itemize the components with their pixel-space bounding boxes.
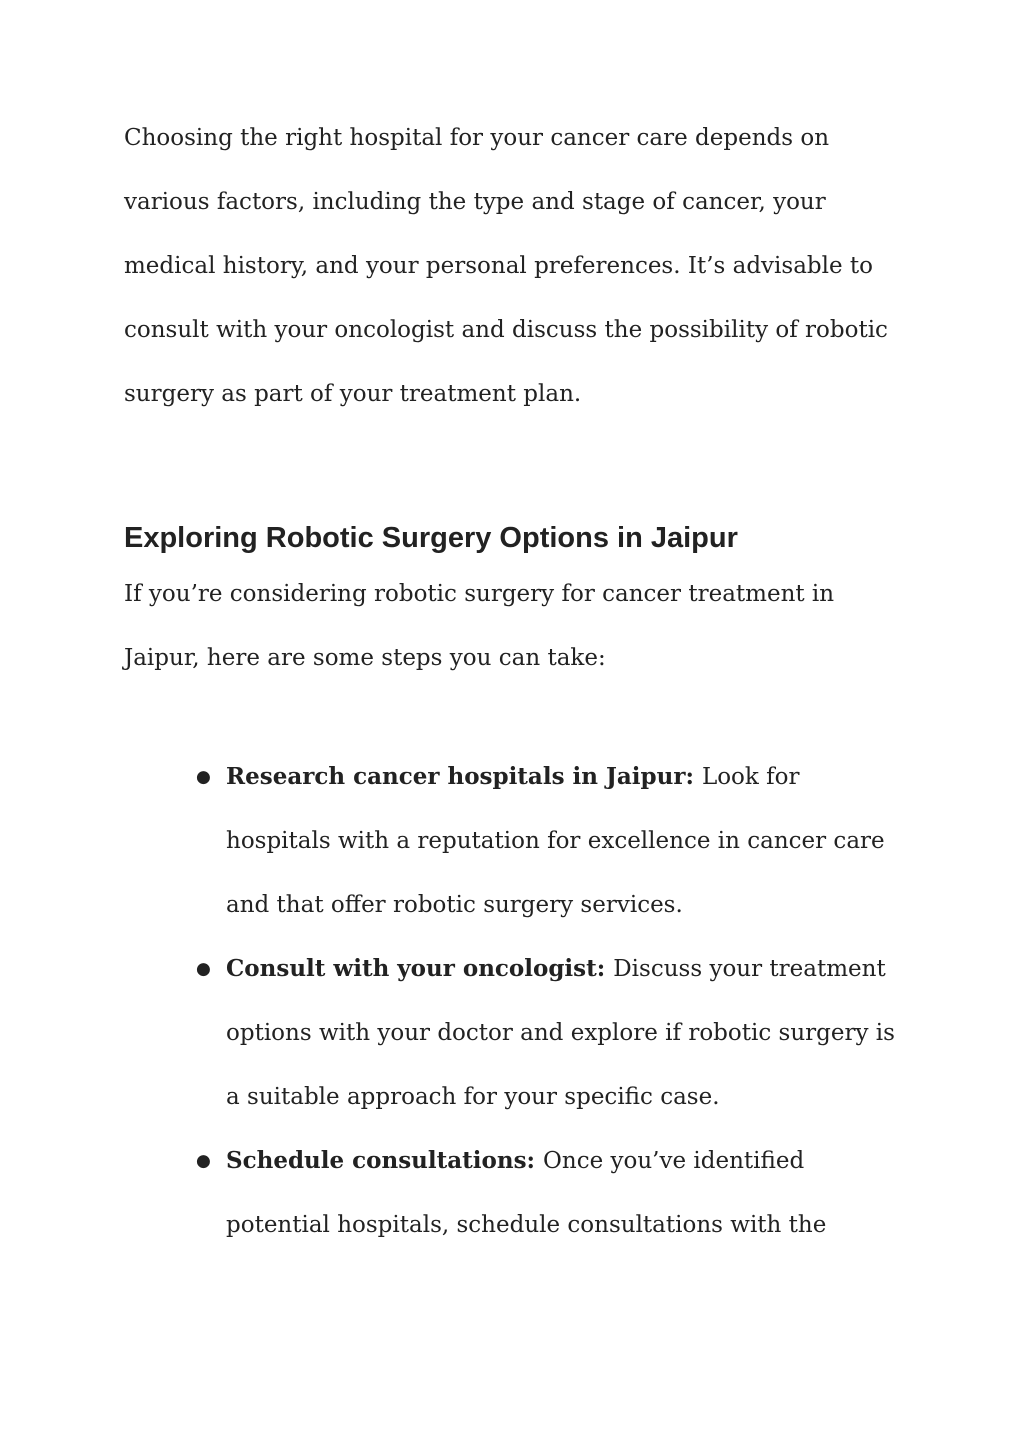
step-text: Discuss your treatment options with your doctor and explore if robotic surgery is a suitable approach for your specific case.	[226, 956, 895, 1110]
step-title: Consult with your oncologist:	[226, 955, 614, 982]
section-lead-paragraph: If you’re considering robotic surgery for cancer treatment in Jaipur, here are some steps you can take:	[124, 581, 835, 671]
list-item	[196, 1129, 896, 1257]
bullet-icon: ●	[196, 1151, 211, 1171]
step-title: Schedule consultations:	[226, 1147, 544, 1174]
steps-list	[196, 745, 896, 1257]
list-item	[196, 745, 896, 937]
step-text: Look for hospitals with a reputation for excellence in cancer care and that offer robotic surgery services.	[226, 764, 885, 918]
step-title: Research cancer hospitals in Jaipur:	[226, 763, 702, 790]
section-heading: Exploring Robotic Surgery Options in Jaipur	[124, 522, 738, 554]
step-text: Once you’ve identified potential hospitals, schedule consultations with the	[226, 1148, 827, 1238]
bullet-icon: ●	[196, 959, 211, 979]
bullet-icon: ●	[196, 767, 211, 787]
list-item	[196, 937, 896, 1129]
intro-paragraph: Choosing the right hospital for your cancer care depends on various factors, including the type and stage of cancer, your medical history, and your personal preferences. It’s advisable to consult with your oncologist and discuss the possibility of robotic surgery as part of your treatment plan.	[124, 125, 888, 407]
